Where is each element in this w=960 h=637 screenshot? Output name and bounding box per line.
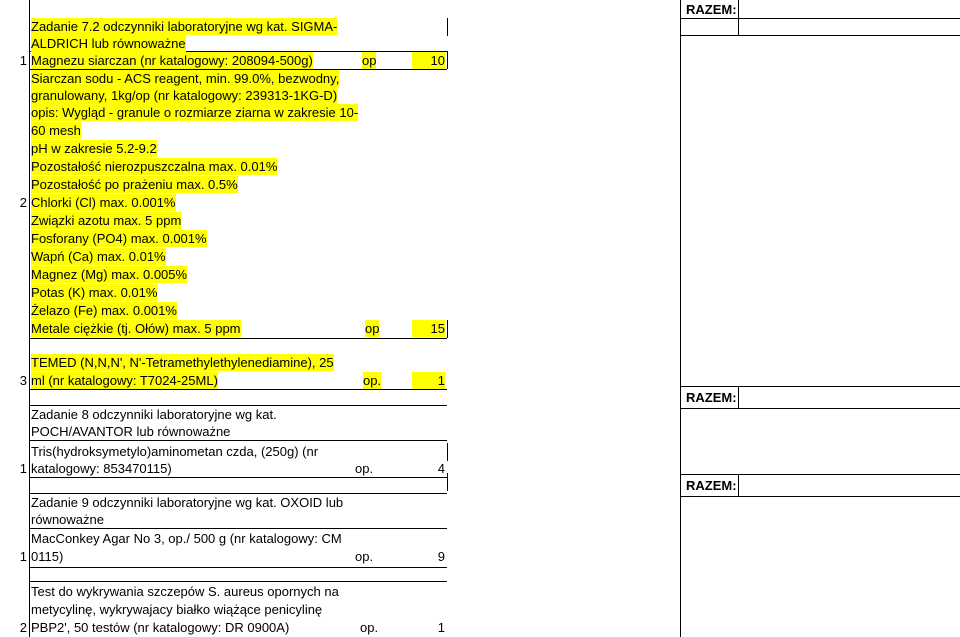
- grid-line: [29, 440, 447, 441]
- unit-cell: op.: [355, 549, 374, 564]
- quantity-cell: 1: [412, 372, 445, 389]
- grid-line: [447, 18, 448, 36]
- product-description: granulowany, 1kg/op (nr katalogowy: 239313-1KG-D): [31, 88, 338, 103]
- grid-line: [680, 35, 960, 36]
- razem-label: RAZEM:: [686, 478, 737, 493]
- task-header: Zadanie 9 odczynniki laboratoryjne wg kat. OXOID lub: [31, 495, 344, 510]
- product-description: MacConkey Agar No 3, op./ 500 g (nr katalogowy: CM: [31, 531, 342, 546]
- product-description: Siarczan sodu - ACS reagent, min. 99.0%, bezwodny,: [31, 71, 340, 86]
- product-description: Metale ciężkie (tj. Ołów) max. 5 ppm: [31, 321, 241, 336]
- quantity-cell: 15: [412, 320, 445, 337]
- product-description: 0115): [31, 549, 64, 564]
- product-description: ml (nr katalogowy: T7024-25ML): [31, 373, 218, 388]
- product-description: TEMED (N,N,N', N'-Tetramethylethylenediamine), 25: [31, 355, 334, 370]
- unit-cell: op: [365, 321, 380, 336]
- grid-line: [738, 386, 739, 408]
- task-header: równoważne: [31, 512, 104, 527]
- row-number: 1: [19, 549, 27, 564]
- quantity-cell: 10: [412, 52, 445, 69]
- grid-line: [447, 320, 448, 338]
- product-description: pH w zakresie 5.2-9.2: [31, 141, 157, 156]
- product-description: Związki azotu max. 5 ppm: [31, 213, 182, 228]
- quantity-cell: 4: [437, 461, 445, 476]
- product-description: Fosforany (PO4) max. 0.001%: [31, 231, 207, 246]
- razem-label: RAZEM:: [686, 2, 737, 17]
- grid-line: [29, 477, 447, 478]
- task-header: POCH/AVANTOR lub równoważne: [31, 424, 231, 439]
- product-description: opis: Wygląd - granule o rozmiarze ziarna w zakresie 10-: [31, 105, 359, 120]
- grid-line: [680, 0, 681, 637]
- product-description: Pozostałość nierozpuszczalna max. 0.01%: [31, 159, 278, 174]
- grid-line: [29, 0, 30, 637]
- product-description: PBP2', 50 testów (nr katalogowy: DR 0900A): [31, 620, 290, 635]
- grid-line: [738, 474, 739, 496]
- grid-line: [680, 386, 960, 387]
- row-number: 1: [19, 53, 27, 68]
- product-description: Magnez (Mg) max. 0.005%: [31, 267, 188, 282]
- task-header: ALDRICH lub równoważne: [31, 36, 186, 51]
- grid-line: [447, 51, 448, 69]
- row-number: 2: [19, 195, 27, 210]
- razem-label: RAZEM:: [686, 390, 737, 405]
- grid-line: [680, 18, 960, 19]
- row-number: 2: [19, 620, 27, 635]
- product-description: metycylinę, wykrywajacy białko wiążące penicylinę: [31, 602, 323, 617]
- product-description: Magnezu siarczan (nr katalogowy: 208094-500g): [31, 53, 313, 68]
- unit-cell: op.: [355, 461, 374, 476]
- unit-cell: op: [362, 53, 377, 68]
- product-description: Żelazo (Fe) max. 0.001%: [31, 303, 177, 318]
- unit-cell: op.: [360, 620, 379, 635]
- product-description: 60 mesh: [31, 123, 81, 138]
- grid-line: [29, 567, 447, 568]
- product-description: katalogowy: 853470115): [31, 461, 172, 476]
- quantity-cell: 1: [437, 620, 445, 635]
- quantity-cell: 9: [437, 549, 445, 564]
- grid-line: [29, 389, 447, 390]
- product-description: Wapń (Ca) max. 0.01%: [31, 249, 166, 264]
- grid-line: [680, 474, 960, 475]
- grid-line: [680, 408, 960, 409]
- product-description: Tris(hydroksymetylo)aminometan czda, (250g) (nr: [31, 444, 319, 459]
- grid-line: [447, 473, 448, 491]
- grid-line: [29, 581, 447, 582]
- grid-line: [29, 528, 447, 529]
- task-header: Zadanie 7.2 odczynniki laboratoryjne wg kat. SIGMA-: [31, 19, 338, 34]
- grid-line: [680, 496, 960, 497]
- product-description: Test do wykrywania szczepów S. aureus opornych na: [31, 584, 339, 599]
- row-number: 3: [19, 373, 27, 388]
- grid-line: [447, 443, 448, 461]
- product-description: Potas (K) max. 0.01%: [31, 285, 158, 300]
- task-header: Zadanie 8 odczynniki laboratoryjne wg kat.: [31, 407, 277, 422]
- row-number: 1: [19, 461, 27, 476]
- grid-line: [29, 338, 447, 339]
- unit-cell: op.: [363, 373, 382, 388]
- product-description: Pozostałość po prażeniu max. 0.5%: [31, 177, 238, 192]
- product-description: Chlorki (Cl) max. 0.001%: [31, 195, 176, 210]
